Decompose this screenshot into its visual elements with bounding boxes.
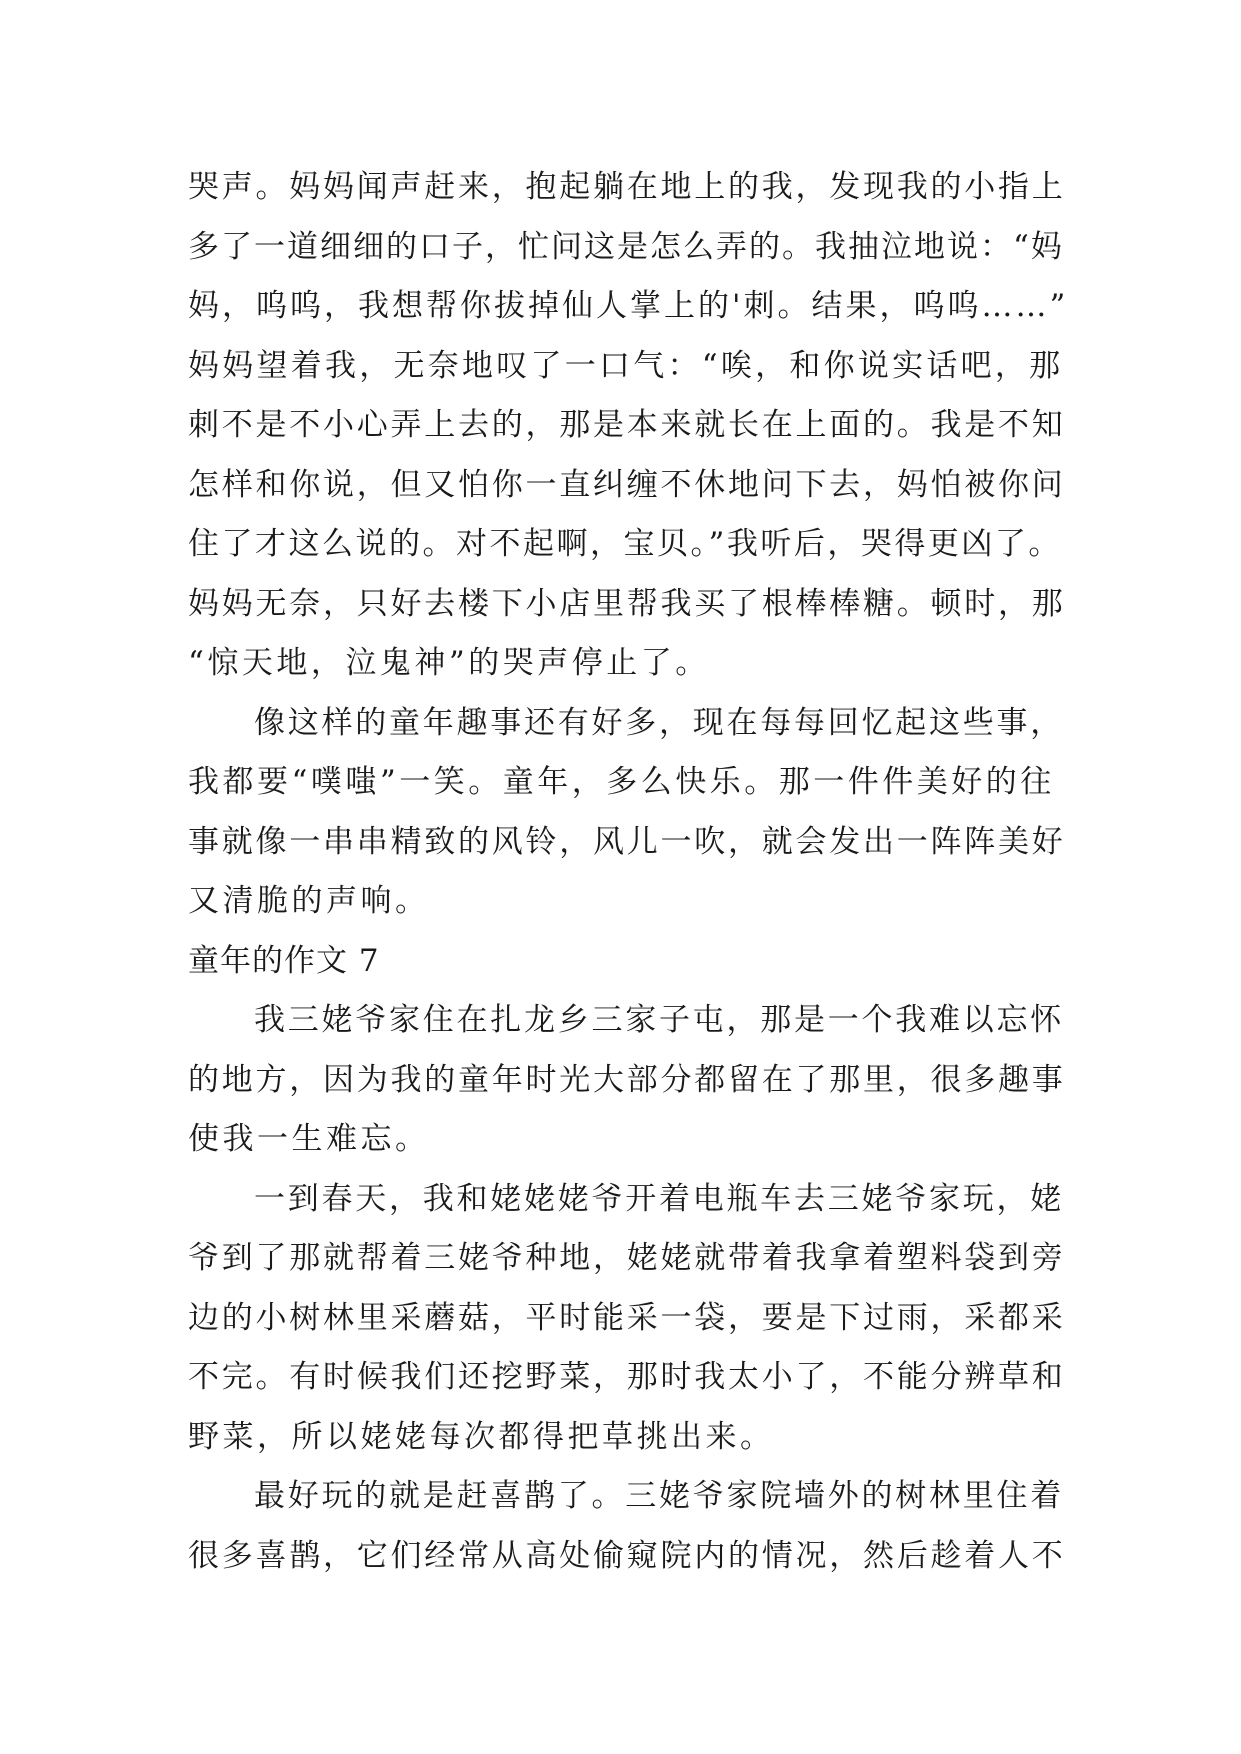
text-line: 又清脆的声响。 — [188, 883, 430, 919]
text-line: 野菜，所以姥姥每次都得把草挑出来。 — [188, 1418, 775, 1455]
text-line: 爷到了那就帮着三姥爷种地，姥姥就带着我拿着塑料袋到旁 — [188, 1240, 1066, 1276]
text-line: 事就像一串串精致的风铃，风儿一吹，就会发出一阵阵美好 — [188, 823, 1066, 860]
text-line: 刺不是不小心弄上去的，那是本来就长在上面的。我是不知 — [188, 407, 1066, 443]
text-line: 边的小树林里采蘑菇，平时能采一袋，要是下过雨，采都采 — [188, 1299, 1066, 1336]
text-line: 使我一生难忘。 — [188, 1121, 430, 1157]
essay-text — [188, 158, 1068, 1586]
text-line: 怎样和你说，但又怕你一直纠缠不休地问下去，妈怕被你问 — [188, 466, 1066, 503]
text-line: “惊天地，泣鬼神”的哭声停止了。 — [188, 645, 710, 681]
text-line: 妈妈望着我，无奈地叹了一口气：“唉，和你说实话吧，那 — [188, 347, 1064, 384]
section-heading: 童年的作文 7 — [188, 942, 380, 979]
paragraph-first-line: 我三姥爷家住在扎龙乡三家子屯，那是一个我难以忘怀 — [254, 1002, 1064, 1038]
text-line: 不完。有时候我们还挖野菜，那时我太小了，不能分辨草和 — [188, 1359, 1066, 1395]
paragraph-first-line: 像这样的童年趣事还有好多，现在每每回忆起这些事， — [254, 704, 1064, 741]
text-line: 很多喜鹊，它们经常从高处偷窥院内的情况，然后趁着人不 — [188, 1537, 1066, 1574]
text-line: 住了才这么说的。对不起啊，宝贝。”我听后，哭得更凶了。 — [188, 526, 1062, 562]
paragraph-first-line: 最好玩的就是赶喜鹊了。三姥爷家院墙外的树林里住着 — [254, 1478, 1064, 1514]
text-line: 的地方，因为我的童年时光大部分都留在了那里，很多趣事 — [188, 1061, 1066, 1098]
text-line: 我都要“噗嗤”一笑。童年，多么快乐。那一件件美好的往 — [188, 764, 1055, 800]
text-line: 哭声。妈妈闻声赶来，抱起躺在地上的我，发现我的小指上 — [188, 169, 1066, 205]
text-line: 妈，呜呜，我想帮你拔掉仙人掌上的'刺。结果，呜呜……” — [188, 288, 1069, 324]
text-line: 妈妈无奈，只好去楼下小店里帮我买了根棒棒糖。顿时，那 — [188, 585, 1066, 622]
paragraph-first-line: 一到春天，我和姥姥姥爷开着电瓶车去三姥爷家玩，姥 — [254, 1180, 1064, 1217]
text-line: 多了一道细细的口子，忙问这是怎么弄的。我抽泣地说：“妈 — [188, 228, 1064, 265]
